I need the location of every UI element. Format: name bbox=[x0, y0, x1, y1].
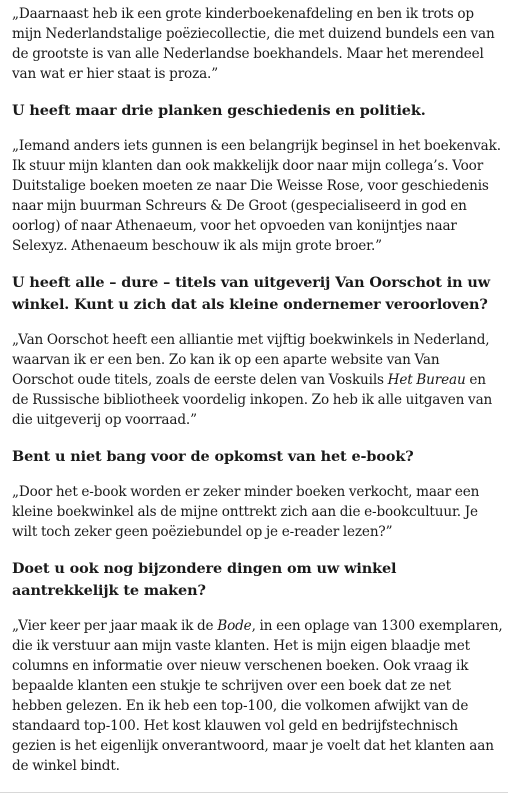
question-heading-4: Doet u ook nog bijzondere dingen om uw winkel aantrekkelijk te maken? bbox=[12, 560, 397, 599]
magazine-title-bode: Bode bbox=[217, 618, 252, 634]
answer-3-text-b: en de Russische bibliotheek voordelig inkopen. Zo heb ik alle uitgaven van die uitgeverij op voorraad.” bbox=[12, 372, 493, 428]
article-body bbox=[12, 0, 504, 776]
answer-paragraph-4: „Door het e-book worden er zeker minder boeken verkocht, maar een kleine boekwinkel als de mijne onttrekt zich aan die e-bookcultuur. Je wilt toch zeker geen poëziebundel op je e-reader lezen?” bbox=[12, 484, 480, 540]
answer-3-text-a: „Van Oorschot heeft een alliantie met vijftig boekwinkels in Nederland, waarvan ik er een ben. Zo kan ik op een aparte website van Van Oorschot oude titels, zoals de eerste delen van Voskuils bbox=[12, 332, 490, 388]
answer-paragraph-1: „Daarnaast heb ik een grote kinderboekenafdeling en ben ik trots op mijn Nederlandstalige poëziecollectie, die met duizend bundels een van de grootste is van alle Nederlandse boekhandels. Maar het merendeel van wat er hier staat is proza.” bbox=[12, 6, 495, 82]
answer-paragraph-2: „Iemand anders iets gunnen is een belangrijk beginsel in het boekenvak. Ik stuur mijn klanten dan ook makkelijk door naar mijn collega’s. Voor Duitstalige boeken moeten ze naar Die Weisse Rose, voor geschiedenis naar mijn buurman Schreurs & De Groot (gespecialiseerd in god en oorlog) of naar Athenaeum, voor het opvoeden van konijntjes naar Selexyz. Athenaeum beschouw ik als mijn grote broer.” bbox=[12, 138, 501, 254]
answer-5-text-b: , in een oplage van 1300 exemplaren, die ik verstuur aan mijn vaste klanten. Het is mijn eigen blaadje met columns en informatie over nieuw verschenen boeken. Ook vraag ik bepaalde klanten een stukje te schrijven over een boek dat ze net hebben gelezen. En ik heb een top-100, die volkomen afwijkt van de standaard top-100. Het kost klauwen vol geld en bedrijfstechnisch gezien is het eigenlijk onverantwoord, maar je voelt dat het klanten aan de winkel bindt. bbox=[12, 618, 503, 774]
answer-paragraph-5 bbox=[12, 616, 504, 776]
question-heading-2: U heeft alle – dure – titels van uitgeverij Van Oorschot in uw winkel. Kunt u zich dat als kleine ondernemer veroorloven? bbox=[12, 274, 491, 313]
bottom-divider bbox=[0, 792, 508, 793]
answer-5-text-a: „Vier keer per jaar maak ik de bbox=[12, 618, 218, 634]
question-heading-3: Bent u niet bang voor de opkomst van het e-book? bbox=[12, 448, 414, 465]
answer-paragraph-3 bbox=[12, 330, 504, 430]
book-title-het-bureau: Het Bureau bbox=[387, 372, 466, 388]
question-heading-1: U heeft maar drie planken geschiedenis en politiek. bbox=[12, 102, 426, 119]
